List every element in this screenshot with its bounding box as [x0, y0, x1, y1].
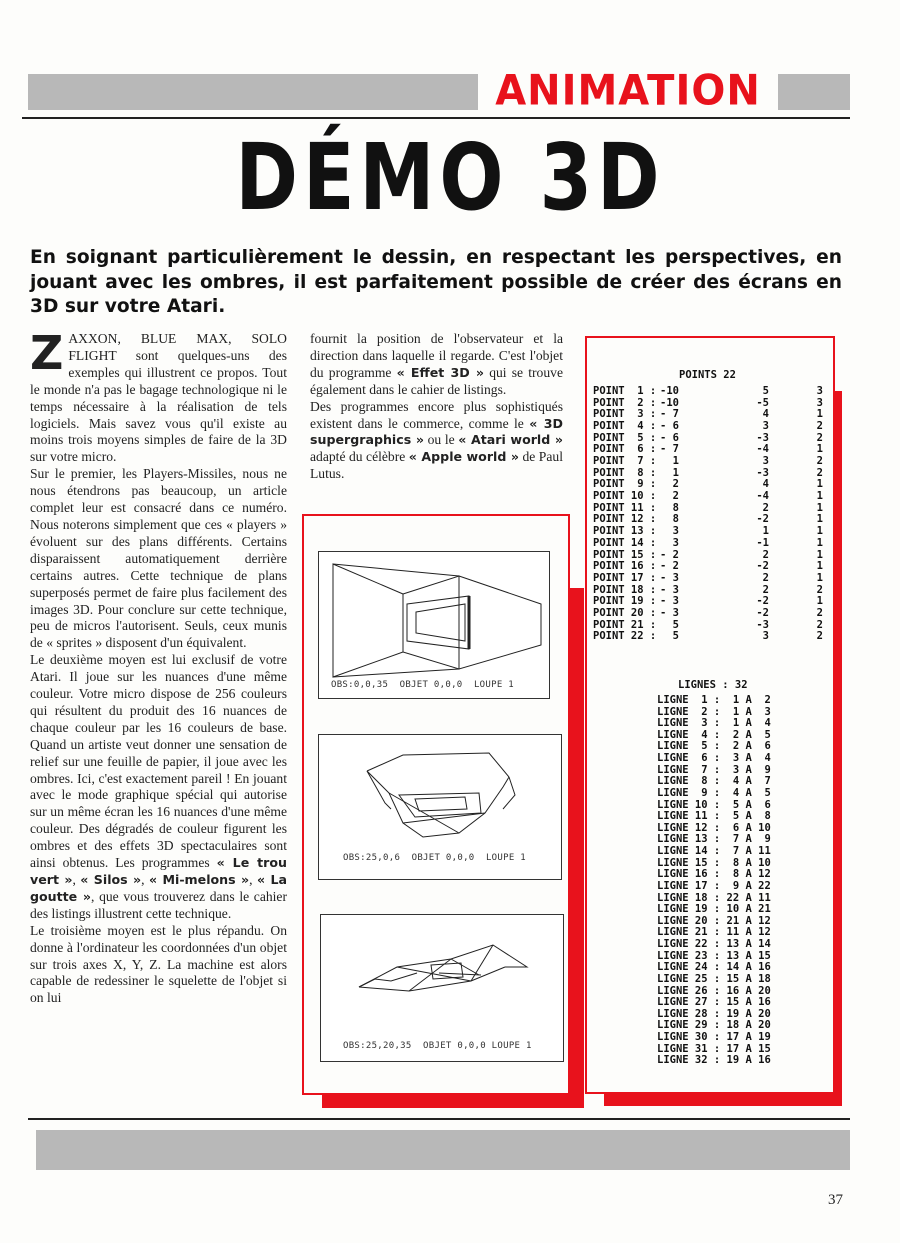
point-label: POINT 1 :: [593, 385, 657, 397]
line-row: LIGNE 30 : 17 A 19: [657, 1030, 771, 1043]
point-label: POINT 13 :: [593, 525, 657, 538]
point-z: 1: [816, 501, 823, 514]
point-z: 1: [816, 571, 823, 584]
point-label: POINT 15 :: [593, 548, 657, 561]
point-y: -5: [756, 396, 769, 409]
intro-paragraph: En soignant particulièrement le dessin, en respectant les perspectives, en jouant avec les ombres, il est parfaitement possible de créer des écrans en 3D sur votre Atari.: [30, 247, 842, 317]
point-y: 3: [762, 455, 769, 468]
point-x: - 3: [660, 571, 679, 584]
point-label: POINT 20 :: [593, 606, 657, 619]
paragraph-text: AXXON, BLUE MAX, SOLO FLIGHT sont quelques-uns des exemples qui illustrent ce propos. Tout le monde n'a pas le bagage technologique ni le temps nécessaire à la réalisation de tels logiciels. Mais savez vous qu'il existe au moins trois moyens simples de faire de la 3D sur votre micro.: [30, 331, 287, 465]
line-row: LIGNE 2 : 1 A 3: [657, 705, 771, 718]
point-x: 5: [672, 618, 679, 631]
article-paragraph: Le troisième moyen est le plus répandu. On donne à l'ordinateur les coordonnées d'un objet sur trois axes X, Y, Z. La machine est alors capable de redessiner le squelette de l'objet si on lui: [30, 922, 287, 1006]
point-y: -2: [756, 560, 769, 573]
point-z: 2: [816, 583, 823, 596]
footer-band: [36, 1130, 850, 1170]
article-paragraph: [310, 399, 563, 484]
point-y: -2: [756, 606, 769, 619]
point-x: 8: [672, 501, 679, 514]
line-row: LIGNE 20 : 21 A 12: [657, 914, 771, 927]
point-z: 2: [816, 420, 823, 433]
point-y: -4: [756, 443, 769, 456]
point-x: - 3: [660, 583, 679, 596]
point-x: 1: [672, 466, 679, 479]
point-y: 2: [762, 501, 769, 514]
wireframe-perspective-view: [321, 915, 563, 1061]
point-x: - 7: [660, 408, 679, 421]
point-z: 2: [816, 455, 823, 468]
point-y: 1: [762, 525, 769, 538]
line-row: LIGNE 9 : 4 A 5: [657, 786, 771, 799]
point-y: -1: [756, 536, 769, 549]
point-label: POINT 4 :: [593, 420, 657, 433]
point-y: 2: [762, 571, 769, 584]
paragraph-text: adapté du célèbre: [310, 449, 406, 465]
line-row: LIGNE 5 : 2 A 6: [657, 740, 771, 753]
point-y: 3: [762, 420, 769, 433]
line-row: LIGNE 15 : 8 A 10: [657, 856, 771, 869]
line-row: LIGNE 16 : 8 A 12: [657, 868, 771, 881]
point-x: - 2: [660, 548, 679, 561]
screenshot-caption: OBS:25,0,6 OBJET 0,0,0 LOUPE 1: [343, 853, 526, 863]
section-tag: ANIMATION: [478, 67, 778, 115]
line-row: LIGNE 18 : 22 A 11: [657, 891, 771, 904]
line-row: LIGNE 14 : 7 A 11: [657, 845, 771, 858]
paragraph-text: de Paul Lutus.: [310, 449, 563, 482]
line-row: LIGNE 6 : 3 A 4: [657, 752, 771, 765]
point-label: POINT 10 :: [593, 490, 657, 503]
paragraph-text: Le deuxième moyen est lui exclusif de votre Atari. Il joue sur les nuances d'une même couleur. Votre micro dispose de 256 couleurs qui résultent du produit des 16 nuances de chaque couleur par les 16 couleurs de base. Quand un artiste veut donner une sensation de relief sur une feuille de papier, il joue avec les ombres. Ici, c'est exactement pareil ! En jouant avec le mode graphique spécial qui autorise sur un même écran les 16 nuances d'une même couleur. Des dégradés de couleur figurent les ombres et des effets 3D spectaculaires sont ainsi obtenus. Les programmes: [30, 652, 287, 871]
article-paragraph: [310, 331, 563, 399]
paragraph-text: , que vous trouverez dans le cahier des listings illustrent cette technique.: [30, 888, 287, 921]
point-x: -10: [660, 396, 679, 409]
point-label: POINT 2 :: [593, 396, 657, 409]
point-label: POINT 11 :: [593, 501, 657, 514]
point-y: 3: [762, 630, 769, 643]
line-row: LIGNE 23 : 13 A 15: [657, 949, 771, 962]
line-row: LIGNE 17 : 9 A 22: [657, 879, 771, 892]
point-z: 3: [816, 396, 823, 409]
point-x: - 3: [660, 595, 679, 608]
program-name: « Silos »: [80, 872, 142, 887]
screenshot-2: [318, 734, 562, 880]
page-title: DÉMO 3D: [235, 124, 665, 231]
point-x: - 6: [660, 431, 679, 444]
line-row: LIGNE 13 : 7 A 9: [657, 833, 771, 846]
point-z: 2: [816, 630, 823, 643]
point-label: POINT 7 :: [593, 455, 657, 468]
line-row: LIGNE 10 : 5 A 6: [657, 798, 771, 811]
point-x: - 7: [660, 443, 679, 456]
line-row: LIGNE 19 : 10 A 21: [657, 903, 771, 916]
point-x: 8: [672, 513, 679, 526]
point-z: 1: [816, 490, 823, 503]
article-column-2: [310, 331, 563, 483]
point-z: 1: [816, 478, 823, 491]
point-label: POINT 21 :: [593, 618, 657, 631]
header-rule: [22, 117, 850, 119]
program-name: « Effet 3D »: [396, 364, 484, 380]
point-z: 2: [816, 618, 823, 631]
line-row: LIGNE 25 : 15 A 18: [657, 972, 771, 985]
separator: ,: [141, 872, 145, 887]
line-row: LIGNE 22 : 13 A 14: [657, 938, 771, 951]
point-x: 2: [672, 490, 679, 503]
point-label: POINT 12 :: [593, 513, 657, 526]
point-y: 5: [762, 385, 769, 397]
point-label: POINT 14 :: [593, 536, 657, 549]
point-y: -3: [756, 431, 769, 444]
point-x: - 3: [660, 606, 679, 619]
point-label: POINT 6 :: [593, 443, 657, 456]
line-row: LIGNE 27 : 15 A 16: [657, 996, 771, 1009]
point-x: 3: [672, 536, 679, 549]
point-y: -2: [756, 513, 769, 526]
line-row: LIGNE 32 : 19 A 16: [657, 1054, 771, 1067]
point-label: POINT 9 :: [593, 478, 657, 491]
footer-rule: [28, 1118, 850, 1120]
line-row: LIGNE 3 : 1 A 4: [657, 717, 771, 730]
point-z: 3: [816, 385, 823, 397]
point-z: 1: [816, 548, 823, 561]
paragraph-text: fournit la position de l'observateur et la direction dans laquelle il regarde. C'est l'objet du programme: [310, 331, 563, 380]
point-z: 1: [816, 443, 823, 456]
point-x: - 2: [660, 560, 679, 573]
point-x: 5: [672, 630, 679, 643]
line-row: LIGNE 4 : 2 A 5: [657, 728, 771, 741]
point-y: 4: [762, 478, 769, 491]
line-row: LIGNE 28 : 19 A 20: [657, 1007, 771, 1020]
point-z: 1: [816, 408, 823, 421]
program-name: « Le trou vert »: [30, 855, 287, 887]
point-z: 1: [816, 513, 823, 526]
wireframe-top-view: [319, 552, 549, 698]
article-paragraph: Sur le premier, les Players-Missiles, nous ne nous étendrons pas beaucoup, un article complet leur est consacré dans ce numéro. Nous noterons simplement que ces « players » évoluent sur des plans différents. Certains disparaissent automatiquement derrière certains autres. Cette technique de plans superposés permet de faire plus facilement des images 3D. Pour conclure sur cette technique, peu de micros l'autorisent. Seuls, ceux munis de « sprites » disposent d'un équivalent.: [30, 466, 287, 651]
point-y: -2: [756, 595, 769, 608]
page-number: 37: [828, 1192, 843, 1208]
point-y: -3: [756, 466, 769, 479]
separator: ,: [72, 872, 76, 887]
line-row: LIGNE 26 : 16 A 20: [657, 984, 771, 997]
paragraph-text: ou le: [427, 432, 455, 448]
screenshot-1: [318, 551, 550, 699]
screenshot-caption: OBS:25,20,35 OBJET 0,0,0 LOUPE 1: [343, 1041, 532, 1051]
point-z: 2: [816, 431, 823, 444]
point-z: 1: [816, 595, 823, 608]
line-row: LIGNE 11 : 5 A 8: [657, 810, 771, 823]
paragraph-text: qui se trouve également dans le cahier de listings.: [310, 364, 563, 397]
point-label: POINT 3 :: [593, 408, 657, 421]
point-x: -10: [660, 385, 679, 397]
article-paragraph: [30, 652, 287, 923]
point-z: 1: [816, 560, 823, 573]
point-y: 2: [762, 548, 769, 561]
point-x: 1: [672, 455, 679, 468]
point-y: -4: [756, 490, 769, 503]
screenshot-3: [320, 914, 564, 1062]
drop-cap: Z: [30, 326, 64, 380]
point-label: POINT 8 :: [593, 466, 657, 479]
paragraph-text: Des programmes encore plus sophistiqués existent dans le commerce, comme le: [310, 398, 563, 431]
point-label: POINT 5 :: [593, 431, 657, 444]
program-name: « La goutte »: [30, 872, 287, 904]
lines-title: LIGNES : 32: [678, 679, 748, 691]
line-row: LIGNE 24 : 14 A 16: [657, 961, 771, 974]
point-x: 3: [672, 525, 679, 538]
point-y: 2: [762, 583, 769, 596]
line-row: LIGNE 8 : 4 A 7: [657, 775, 771, 788]
point-x: 2: [672, 478, 679, 491]
line-row: LIGNE 7 : 3 A 9: [657, 763, 771, 776]
program-name: « 3D supergraphics »: [310, 415, 563, 448]
article-paragraph: [30, 326, 287, 466]
point-z: 2: [816, 606, 823, 619]
point-x: - 6: [660, 420, 679, 433]
article-column-1: [30, 326, 287, 1007]
point-z: 1: [816, 536, 823, 549]
point-label: POINT 18 :: [593, 583, 657, 596]
line-row: LIGNE 1 : 1 A 2: [657, 694, 771, 706]
point-z: 2: [816, 466, 823, 479]
point-label: POINT 22 :: [593, 630, 657, 643]
point-y: 4: [762, 408, 769, 421]
line-row: LIGNE 21 : 11 A 12: [657, 926, 771, 939]
screenshot-caption: OBS:0,0,35 OBJET 0,0,0 LOUPE 1: [331, 680, 514, 690]
point-z: 1: [816, 525, 823, 538]
line-row: LIGNE 31 : 17 A 15: [657, 1042, 771, 1055]
separator: ,: [249, 872, 253, 887]
point-label: POINT 17 :: [593, 571, 657, 584]
program-name: « Apple world »: [408, 449, 519, 465]
line-row: LIGNE 12 : 6 A 10: [657, 821, 771, 834]
point-y: -3: [756, 618, 769, 631]
line-row: LIGNE 29 : 18 A 20: [657, 1019, 771, 1032]
point-label: POINT 16 :: [593, 560, 657, 573]
program-name: « Mi-melons »: [148, 872, 250, 887]
points-title: POINTS 22: [679, 369, 736, 381]
program-name: « Atari world »: [458, 432, 564, 448]
point-label: POINT 19 :: [593, 595, 657, 608]
